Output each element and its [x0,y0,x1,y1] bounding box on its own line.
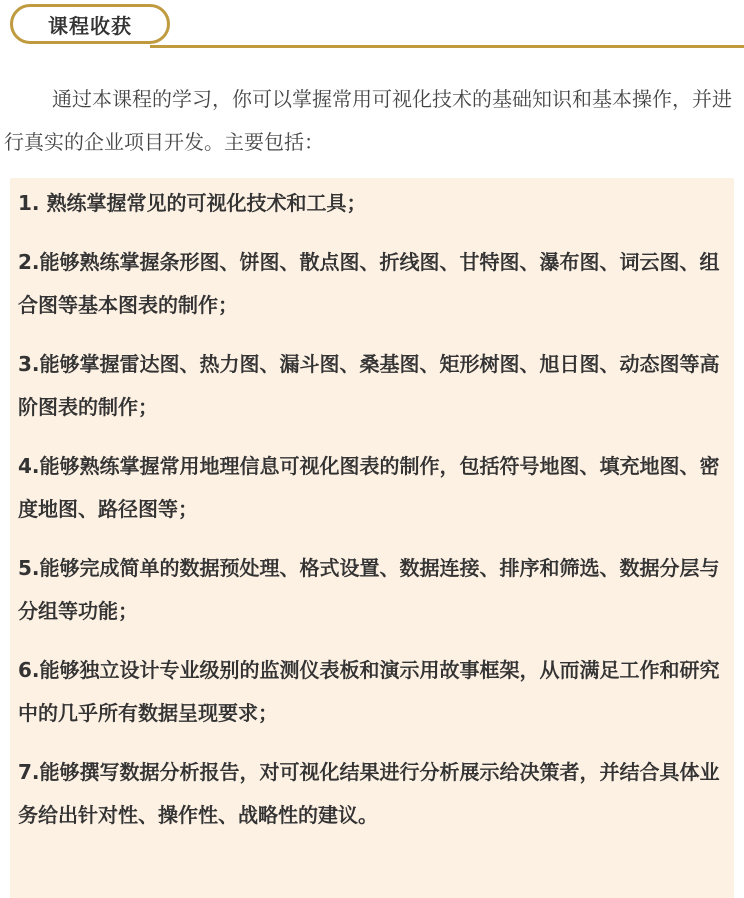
goal-item-2: 2.能够熟练掌握条形图、饼图、散点图、折线图、甘特图、瀑布图、词云图、组合图等基本图表的制作； [18,250,720,317]
goal-list [10,178,734,837]
goal-item-6: 6.能够独立设计专业级别的监测仪表板和演示用故事框架，从而满足工作和研究中的几乎所有数据呈现要求； [18,658,720,725]
goal-item-7: 7.能够撰写数据分析报告，对可视化结果进行分析展示给决策者，并结合具体业务给出针对性、操作性、战略性的建议。 [18,760,720,827]
goals-box [10,178,734,898]
header-divider-line [150,45,744,48]
goal-item-4: 4.能够熟练掌握常用地理信息可视化图表的制作，包括符号地图、填充地图、密度地图、路径图等； [18,454,720,521]
section-header [0,0,744,52]
intro-paragraph: 通过本课程的学习，你可以掌握常用可视化技术的基础知识和基本操作，并进行真实的企业项目开发。主要包括： [4,87,732,154]
goal-item-1: 1. 熟练掌握常见的可视化技术和工具； [18,191,367,215]
section-title-pill [10,4,170,44]
section-title: 课程收获 [48,13,132,38]
goal-item-3: 3.能够掌握雷达图、热力图、漏斗图、桑基图、矩形树图、旭日图、动态图等高阶图表的制作； [18,352,720,419]
goal-item-5: 5.能够完成简单的数据预处理、格式设置、数据连接、排序和筛选、数据分层与分组等功能； [18,556,720,623]
